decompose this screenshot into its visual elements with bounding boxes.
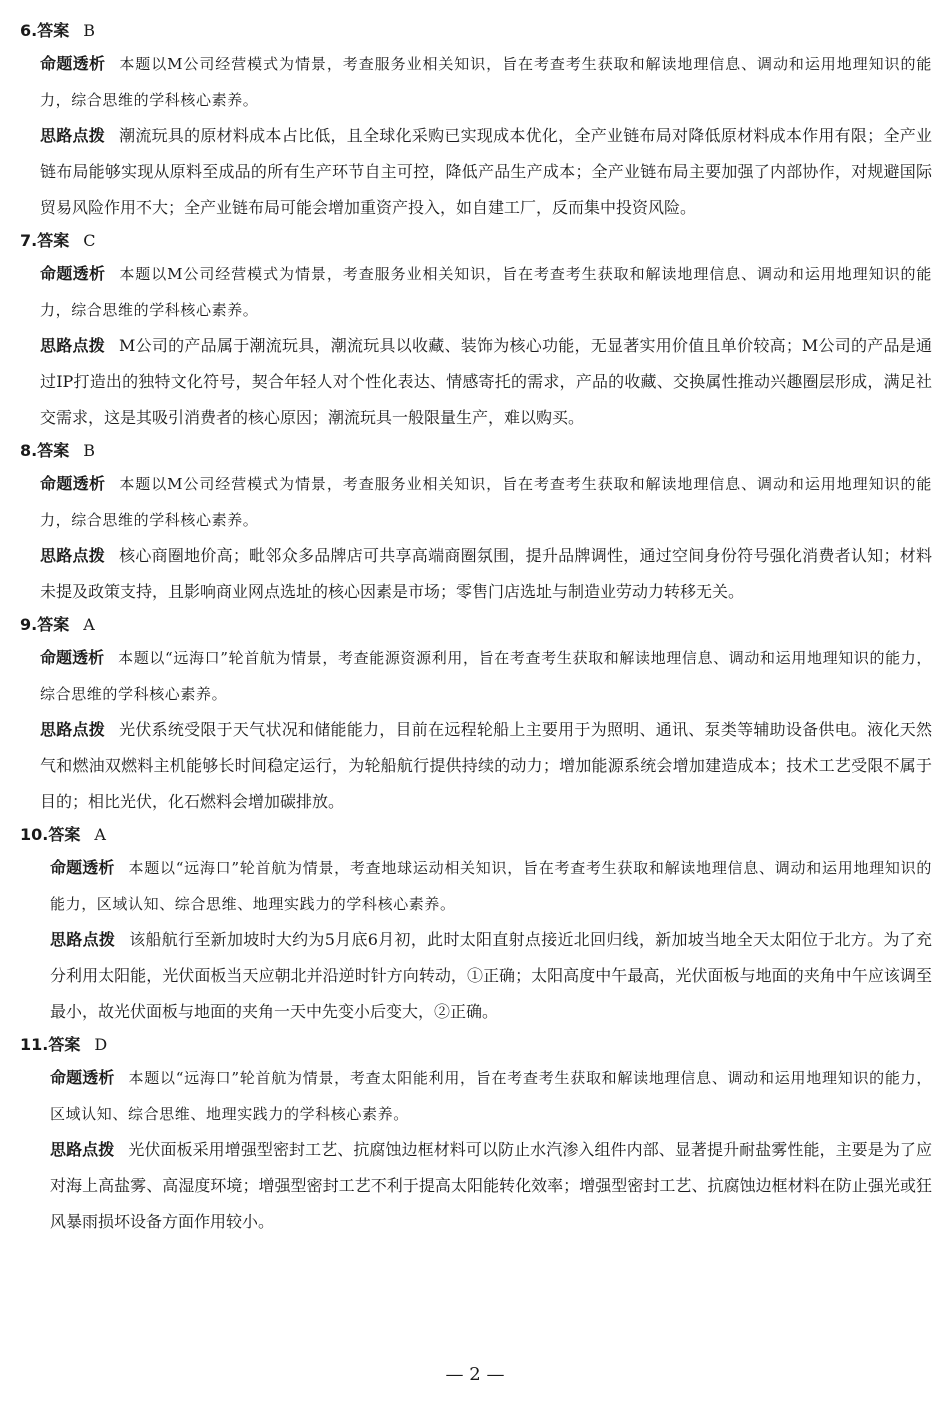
hint-text: 该船航行至新加坡时大约为5月底6月初，此时太阳直射点接近北回归线，新加坡当地全天太阳位于北方。为了充分利用太阳能，光伏面板当天应朝北并沿逆时针方向转动，①正确；太阳高度中午最高，光伏面板与地面的夹角中午应该调至最小，故光伏面板与地面的夹角一天中先变小后变大，②正确。 bbox=[50, 930, 932, 1021]
answer-value: B bbox=[83, 21, 95, 40]
answer-value: A bbox=[83, 615, 95, 634]
answer-sheet bbox=[20, 16, 932, 1240]
answer-line bbox=[20, 820, 932, 850]
answer-label: 答案 bbox=[48, 1035, 81, 1054]
analysis-paragraph bbox=[20, 640, 932, 712]
hint-text: M公司的产品属于潮流玩具，潮流玩具以收藏、装饰为核心功能，无显著实用价值且单价较高；M公司的产品是通过IP打造出的独特文化符号，契合年轻人对个性化表达、情感寄托的需求，产品的收藏、交换属性推动兴趣圈层形成，满足社交需求，这是其吸引消费者的核心原因；潮流玩具一般限量生产，难以购买。 bbox=[40, 336, 932, 427]
analysis-paragraph bbox=[20, 46, 932, 118]
answer-item-9 bbox=[20, 610, 932, 820]
answer-label: 答案 bbox=[37, 441, 70, 460]
analysis-label: 命题透析 bbox=[40, 264, 106, 283]
hint-label: 思路点拨 bbox=[40, 720, 106, 739]
hint-paragraph bbox=[20, 1132, 932, 1240]
answer-item-7 bbox=[20, 226, 932, 436]
hint-label: 思路点拨 bbox=[40, 546, 106, 565]
question-number: 11. bbox=[20, 1035, 49, 1054]
answer-label: 答案 bbox=[37, 21, 70, 40]
question-number: 9. bbox=[20, 615, 38, 634]
hint-paragraph bbox=[20, 328, 932, 436]
answer-item-10 bbox=[20, 820, 932, 1030]
hint-text: 核心商圈地价高；毗邻众多品牌店可共享高端商圈氛围，提升品牌调性，通过空间身份符号强化消费者认知；材料未提及政策支持，且影响商业网点选址的核心因素是市场；零售门店选址与制造业劳动力转移无关。 bbox=[40, 546, 932, 601]
answer-value: D bbox=[94, 1035, 108, 1054]
analysis-paragraph bbox=[20, 1060, 932, 1132]
answer-label: 答案 bbox=[48, 825, 81, 844]
answer-value: B bbox=[83, 441, 95, 460]
hint-paragraph bbox=[20, 118, 932, 226]
answer-item-11 bbox=[20, 1030, 932, 1240]
hint-label: 思路点拨 bbox=[40, 336, 106, 355]
analysis-label: 命题透析 bbox=[40, 54, 106, 73]
hint-label: 思路点拨 bbox=[40, 126, 106, 145]
question-number: 7. bbox=[20, 231, 38, 250]
analysis-paragraph bbox=[20, 256, 932, 328]
answer-value: A bbox=[94, 825, 106, 844]
hint-text: 潮流玩具的原材料成本占比低，且全球化采购已实现成本优化，全产业链布局对降低原材料成本作用有限；全产业链布局能够实现从原料至成品的所有生产环节自主可控，降低产品生产成本；全产业链布局主要加强了内部协作，对规避国际贸易风险作用不大；全产业链布局可能会增加重资产投入，如自建工厂，反而集中投资风险。 bbox=[40, 126, 932, 217]
analysis-text: 本题以M公司经营模式为情景，考查服务业相关知识，旨在考查考生获取和解读地理信息、调动和运用地理知识的能力，综合思维的学科核心素养。 bbox=[40, 55, 932, 109]
analysis-paragraph bbox=[20, 466, 932, 538]
hint-paragraph bbox=[20, 712, 932, 820]
question-number: 6. bbox=[20, 21, 38, 40]
question-number: 8. bbox=[20, 441, 38, 460]
hint-paragraph bbox=[20, 922, 932, 1030]
page-number: — 2 — bbox=[445, 1364, 505, 1385]
analysis-text: 本题以M公司经营模式为情景，考查服务业相关知识，旨在考查考生获取和解读地理信息、调动和运用地理知识的能力，综合思维的学科核心素养。 bbox=[40, 475, 932, 529]
hint-label: 思路点拨 bbox=[50, 1140, 115, 1159]
answer-line bbox=[20, 610, 932, 640]
analysis-label: 命题透析 bbox=[50, 858, 115, 877]
analysis-label: 命题透析 bbox=[40, 474, 106, 493]
answer-item-6 bbox=[20, 16, 932, 226]
answer-item-8 bbox=[20, 436, 932, 610]
hint-paragraph bbox=[20, 538, 932, 610]
answer-line bbox=[20, 436, 932, 466]
question-number: 10. bbox=[20, 825, 49, 844]
hint-text: 光伏系统受限于天气状况和储能能力，目前在远程轮船上主要用于为照明、通讯、泵类等辅助设备供电。液化天然气和燃油双燃料主机能够长时间稳定运行，为轮船航行提供持续的动力；增加能源系统会增加建造成本；技术工艺受限不属于目的；相比光伏，化石燃料会增加碳排放。 bbox=[40, 720, 932, 811]
analysis-label: 命题透析 bbox=[50, 1068, 115, 1087]
answer-line bbox=[20, 1030, 932, 1060]
hint-text: 光伏面板采用增强型密封工艺、抗腐蚀边框材料可以防止水汽渗入组件内部、显著提升耐盐雾性能，主要是为了应对海上高盐雾、高湿度环境；增强型密封工艺不利于提高太阳能转化效率；增强型密封工艺、抗腐蚀边框材料在防止强光或狂风暴雨损坏设备方面作用较小。 bbox=[50, 1140, 932, 1231]
answer-value: C bbox=[83, 231, 96, 250]
analysis-text: 本题以M公司经营模式为情景，考查服务业相关知识，旨在考查考生获取和解读地理信息、调动和运用地理知识的能力，综合思维的学科核心素养。 bbox=[40, 265, 932, 319]
analysis-label: 命题透析 bbox=[40, 648, 105, 667]
hint-label: 思路点拨 bbox=[50, 930, 116, 949]
answer-label: 答案 bbox=[37, 615, 70, 634]
analysis-text: 本题以“远海口”轮首航为情景，考查太阳能利用，旨在考查考生获取和解读地理信息、调动和运用地理知识的能力，区域认知、综合思维、地理实践力的学科核心素养。 bbox=[50, 1069, 932, 1123]
analysis-text: 本题以“远海口”轮首航为情景，考查能源资源利用，旨在考查考生获取和解读地理信息、调动和运用地理知识的能力，综合思维的学科核心素养。 bbox=[40, 649, 932, 703]
analysis-text: 本题以“远海口”轮首航为情景，考查地球运动相关知识，旨在考查考生获取和解读地理信息、调动和运用地理知识的能力，区域认知、综合思维、地理实践力的学科核心素养。 bbox=[50, 859, 932, 913]
answer-line bbox=[20, 226, 932, 256]
analysis-paragraph bbox=[20, 850, 932, 922]
answer-label: 答案 bbox=[37, 231, 70, 250]
answer-line bbox=[20, 16, 932, 46]
